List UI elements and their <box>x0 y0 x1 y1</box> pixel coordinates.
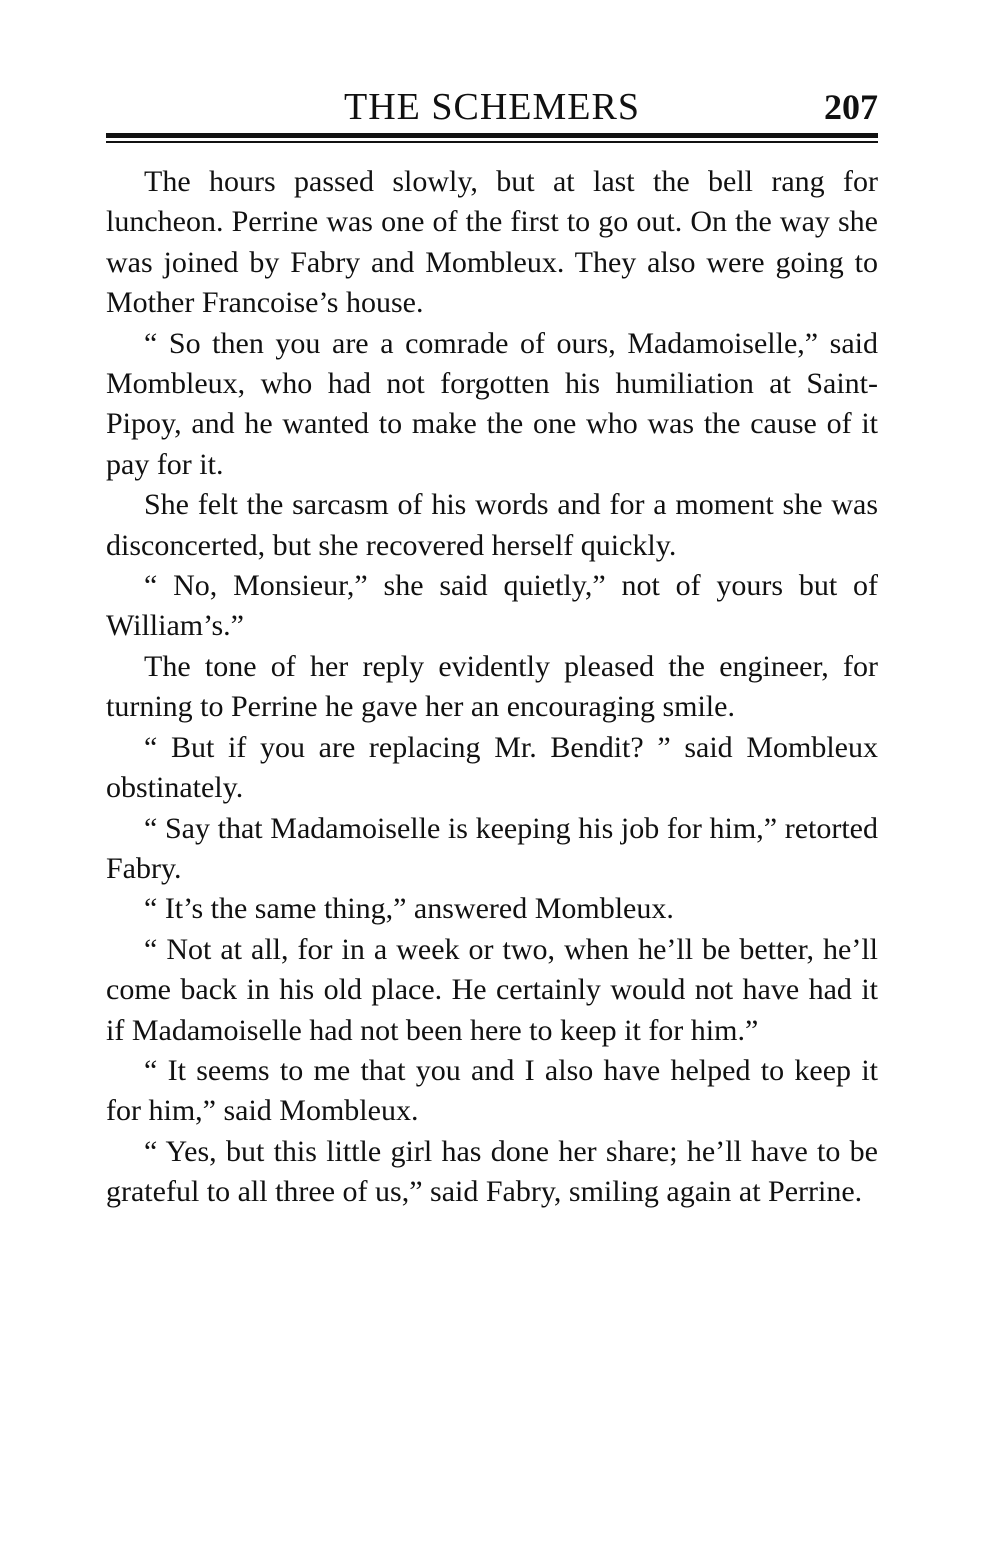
paragraph-2: “ So then you are a comrade of ours, Madamoiselle,” said Mombleux, who had not forgotten his humiliation at Saint-Pipoy, and he wanted to make the one who was the cause of it pay for it. <box>106 326 878 481</box>
body-text <box>106 162 878 1213</box>
paragraph-10: “ It seems to me that you and I also have helped to keep it for him,” said Mombleux. <box>106 1053 878 1128</box>
paragraph-6: “ But if you are replacing Mr. Bendit? ” said Mombleux obstinately. <box>106 730 878 805</box>
page-header <box>106 84 878 132</box>
paragraph-9: “ Not at all, for in a week or two, when he’ll be better, he’ll come back in his old place. He certainly would not have had it if Madamoiselle had not been here to keep it for him.” <box>106 932 878 1047</box>
header-rule-thick <box>106 133 878 138</box>
paragraph-7: “ Say that Madamoiselle is keeping his job for him,” retorted Fabry. <box>106 811 878 885</box>
paragraph-1: The hours passed slowly, but at last the bell rang for luncheon. Perrine was one of the first to go out. On the way she was joined by Fabry and Mombleux. They also were going to Mother Francoise’s house. <box>106 165 878 320</box>
running-title: THE SCHEMERS <box>344 86 640 128</box>
paragraph-8: “ It’s the same thing,” answered Mombleux. <box>144 892 674 926</box>
header-rule-thin <box>106 141 878 143</box>
paragraph-3: She felt the sarcasm of his words and for a moment she was disconcerted, but she recovered herself quickly. <box>106 488 878 562</box>
paragraph-4: “ No, Monsieur,” she said quietly,” not of yours but of William’s.” <box>106 569 878 643</box>
paragraph-5: The tone of her reply evidently pleased the engineer, for turning to Perrine he gave her an encouraging smile. <box>106 649 878 724</box>
paragraph-11: “ Yes, but this little girl has done her share; he’ll have to be grateful to all three of us,” said Fabry, smiling again at Perrine. <box>106 1134 878 1209</box>
page-number: 207 <box>824 87 878 127</box>
